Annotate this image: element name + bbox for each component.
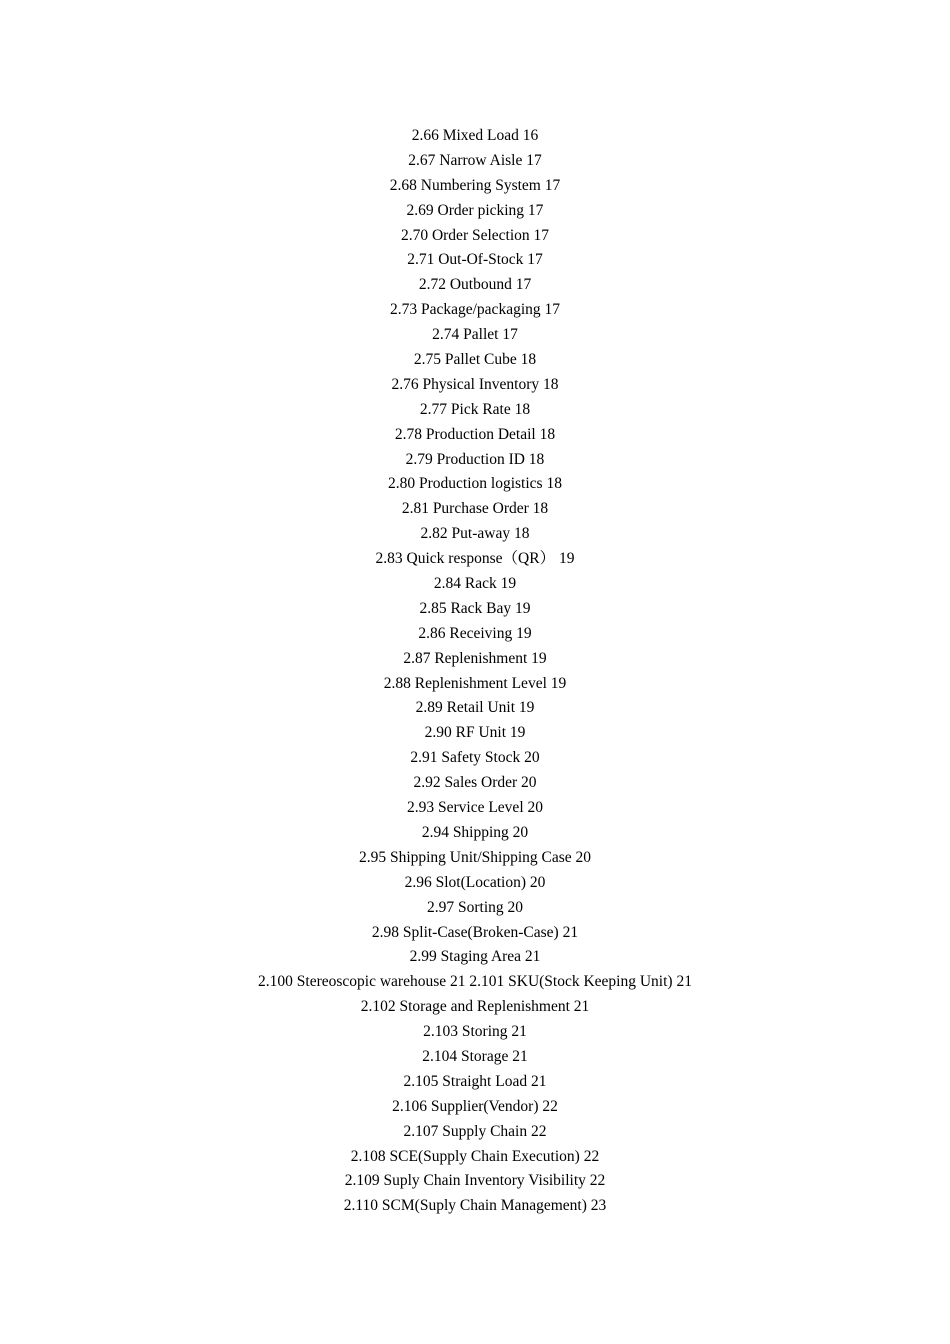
toc-entry: 2.84 Rack 19 (433, 575, 517, 593)
toc-entry: 2.70 Order Selection 17 (400, 226, 550, 244)
toc-entry: 2.76 Physical Inventory 18 (391, 375, 559, 393)
toc-entry: 2.81 Purchase Order 18 (401, 500, 549, 518)
toc-entry: 2.78 Production Detail 18 (394, 425, 556, 443)
toc-entry: 2.88 Replenishment Level 19 (383, 674, 567, 692)
toc-entry: 2.94 Shipping 20 (421, 823, 529, 841)
document-page (0, 124, 950, 1219)
toc-entry: 2.72 Outbound 17 (418, 276, 532, 294)
toc-entry: 2.93 Service Level 20 (406, 799, 543, 817)
toc-entry: 2.108 SCE(Supply Chain Execution) 22 (350, 1147, 600, 1165)
toc-entry: 2.103 Storing 21 (423, 1023, 527, 1041)
toc-entry: 2.96 Slot(Location) 20 (404, 873, 546, 891)
toc-entry: 2.75 Pallet Cube 18 (413, 351, 537, 369)
toc-entry: 2.92 Sales Order 20 (413, 774, 537, 792)
toc-entry: 2.105 Straight Load 21 (403, 1072, 547, 1090)
toc-entry: 2.104 Storage 21 (422, 1047, 528, 1065)
toc-entry: 2.90 RF Unit 19 (424, 724, 526, 742)
toc-entry: 2.107 Supply Chain 22 (403, 1122, 547, 1140)
toc-entry: 2.74 Pallet 17 (432, 326, 518, 344)
toc-entry: 2.91 Safety Stock 20 (410, 749, 540, 767)
toc-entry: 2.102 Storage and Replenishment 21 (360, 998, 590, 1016)
toc-entry: 2.73 Package/packaging 17 (389, 301, 560, 319)
toc-entry: 2.71 Out-Of-Stock 17 (407, 251, 543, 269)
toc-entry: 2.83 Quick response（QR） 19 (375, 550, 575, 568)
toc-entry: 2.100 Stereoscopic warehouse 21 2.101 SKU(Stock Keeping Unit) 21 (258, 973, 692, 991)
toc-entry: 2.98 Split-Case(Broken-Case) 21 (371, 923, 579, 941)
toc-entry: 2.106 Supplier(Vendor) 22 (392, 1097, 558, 1115)
toc-entry: 2.82 Put-away 18 (420, 525, 530, 543)
table-of-contents (0, 124, 950, 1219)
toc-entry: 2.85 Rack Bay 19 (419, 599, 531, 617)
toc-entry: 2.69 Order picking 17 (406, 201, 544, 219)
toc-entry: 2.99 Staging Area 21 (409, 948, 541, 966)
toc-entry: 2.86 Receiving 19 (418, 624, 532, 642)
toc-entry: 2.77 Pick Rate 18 (419, 400, 531, 418)
toc-entry: 2.89 Retail Unit 19 (415, 699, 535, 717)
toc-entry: 2.97 Sorting 20 (426, 898, 524, 916)
toc-entry: 2.66 Mixed Load 16 (411, 127, 539, 144)
toc-entry: 2.80 Production logistics 18 (388, 475, 562, 493)
toc-entry: 2.95 Shipping Unit/Shipping Case 20 (358, 848, 592, 866)
toc-entry: 2.79 Production ID 18 (405, 450, 545, 468)
toc-entry: 2.68 Numbering System 17 (389, 176, 561, 194)
toc-entry: 2.110 SCM(Suply Chain Management) 23 (343, 1197, 607, 1215)
toc-entry: 2.87 Replenishment 19 (403, 649, 547, 667)
toc-entry: 2.67 Narrow Aisle 17 (408, 151, 542, 169)
toc-entry: 2.109 Suply Chain Inventory Visibility 22 (344, 1172, 606, 1190)
